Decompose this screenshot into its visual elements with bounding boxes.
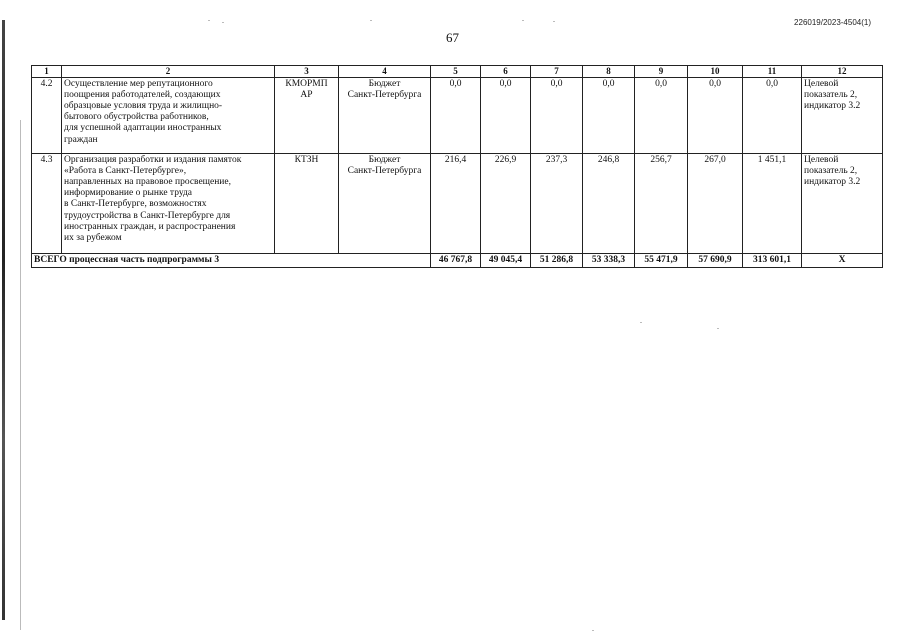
value-cell: 0,0 xyxy=(635,77,688,153)
description-line: трудоустройства в Санкт-Петербурге для xyxy=(64,210,231,221)
value-cell: 0,0 xyxy=(431,77,481,153)
description-line: иностранных граждан, и распространения xyxy=(64,221,236,232)
column-header: 2 xyxy=(62,66,275,78)
description-line: поощрения работодателей, создающих xyxy=(64,89,221,100)
scan-speck xyxy=(222,22,224,23)
column-header: 6 xyxy=(481,66,531,78)
page-number: 67 xyxy=(446,30,459,45)
column-header: 9 xyxy=(635,66,688,78)
value-cell: 237,3 xyxy=(531,153,583,253)
scan-speck xyxy=(553,21,555,22)
column-header: 5 xyxy=(431,66,481,78)
scan-speck xyxy=(522,20,524,21)
total-label: ВСЕГО процессная часть подпрограммы 3 xyxy=(32,253,431,267)
executor xyxy=(275,153,339,253)
scan-speck xyxy=(640,322,642,323)
value-cell: 1 451,1 xyxy=(743,153,802,253)
value-cell: 267,0 xyxy=(688,153,743,253)
total-value: 49 045,4 xyxy=(481,253,531,267)
scan-speck xyxy=(717,328,719,329)
scan-edge-shadow xyxy=(2,20,5,620)
funding-source xyxy=(339,77,431,153)
scan-speck xyxy=(370,20,372,21)
indicator-line: показатель 2, xyxy=(804,165,858,176)
description-line: образцовые условия труда и жилищно- xyxy=(64,101,223,112)
column-header: 7 xyxy=(531,66,583,78)
column-header: 4 xyxy=(339,66,431,78)
description-line: бытового обустройства работников, xyxy=(64,112,209,123)
value-cell: 0,0 xyxy=(531,77,583,153)
value-cell: 226,9 xyxy=(481,153,531,253)
scan-speck xyxy=(208,20,210,21)
total-value: 57 690,9 xyxy=(688,253,743,267)
description-line: для успешной адаптации иностранных xyxy=(64,123,222,134)
indicator-line: Целевой xyxy=(804,78,839,89)
description-line: граждан xyxy=(64,134,98,145)
funding-source xyxy=(339,153,431,253)
column-header: 3 xyxy=(275,66,339,78)
value-cell: 256,7 xyxy=(635,153,688,253)
document-id: 226019/2023-4504(1) xyxy=(794,18,871,27)
activity-description xyxy=(62,77,275,153)
indicator-line: Целевой xyxy=(804,154,839,165)
description-line: направленных на правовое просвещение, xyxy=(64,177,231,188)
activity-description xyxy=(62,153,275,253)
row-number: 4.2 xyxy=(32,77,62,153)
total-indicator: Х xyxy=(802,253,883,267)
column-header: 8 xyxy=(583,66,635,78)
budget-table xyxy=(31,65,883,268)
value-cell: 0,0 xyxy=(743,77,802,153)
scan-speck xyxy=(592,630,594,631)
column-header: 12 xyxy=(802,66,883,78)
scan-edge-line xyxy=(20,120,21,630)
executor xyxy=(275,77,339,153)
table-header-row xyxy=(32,66,883,78)
total-value: 53 338,3 xyxy=(583,253,635,267)
executor-line: КМОРМП xyxy=(285,78,328,89)
source-line: Санкт-Петербурга xyxy=(347,89,422,100)
value-cell: 246,8 xyxy=(583,153,635,253)
value-cell: 0,0 xyxy=(481,77,531,153)
total-row xyxy=(32,253,883,267)
source-line: Бюджет xyxy=(368,154,401,165)
value-cell: 216,4 xyxy=(431,153,481,253)
table-row xyxy=(32,77,883,153)
total-value: 55 471,9 xyxy=(635,253,688,267)
description-line: «Работа в Санкт-Петербурге», xyxy=(64,165,187,176)
column-header: 1 xyxy=(32,66,62,78)
source-line: Санкт-Петербурга xyxy=(347,165,422,176)
description-line: информирование о рынке труда xyxy=(64,188,193,199)
description-line: их за рубежом xyxy=(64,233,122,244)
value-cell: 0,0 xyxy=(688,77,743,153)
total-value: 46 767,8 xyxy=(431,253,481,267)
description-line: Осуществление мер репутационного xyxy=(64,78,213,89)
indicator-line: индикатор 3.2 xyxy=(804,177,861,188)
executor-line: АР xyxy=(300,89,313,100)
source-line: Бюджет xyxy=(368,78,401,89)
indicator-line: показатель 2, xyxy=(804,89,858,100)
value-cell: 0,0 xyxy=(583,77,635,153)
column-header: 10 xyxy=(688,66,743,78)
executor-line: КТЗН xyxy=(294,154,319,165)
total-value: 51 286,8 xyxy=(531,253,583,267)
description-line: Организация разработки и издания памяток xyxy=(64,154,242,165)
table-row xyxy=(32,153,883,253)
indicator-line: индикатор 3.2 xyxy=(804,101,861,112)
description-line: в Санкт-Петербурге, возможностях xyxy=(64,199,207,210)
row-number: 4.3 xyxy=(32,153,62,253)
column-header: 11 xyxy=(743,66,802,78)
indicator-cell xyxy=(802,77,883,153)
total-value: 313 601,1 xyxy=(743,253,802,267)
indicator-cell xyxy=(802,153,883,253)
